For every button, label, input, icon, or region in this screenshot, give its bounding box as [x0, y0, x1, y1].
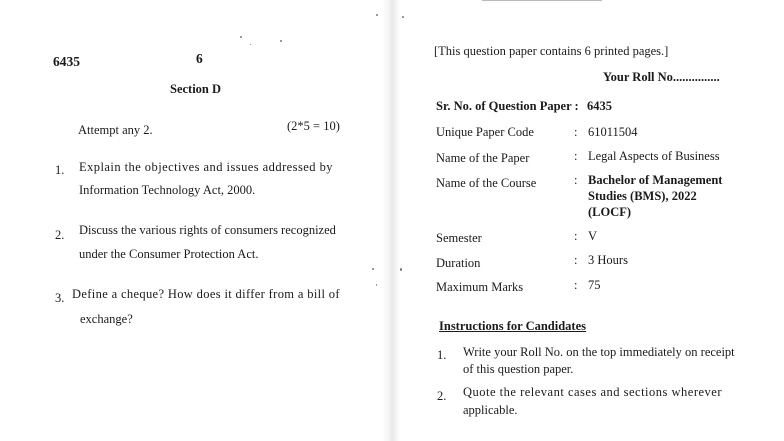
detail-value: 6435 — [587, 99, 612, 113]
attempt-instruction: Attempt any 2. — [78, 123, 153, 137]
scan-speck — [250, 44, 251, 45]
detail-label: Duration — [436, 256, 481, 270]
section-title: Section D — [170, 82, 222, 96]
instruction-text-line: applicable. — [463, 403, 518, 417]
question-text-line: Explain the objectives and issues addressed by — [79, 160, 333, 174]
scan-speck — [240, 36, 242, 38]
detail-value: Legal Aspects of Business — [588, 149, 720, 163]
question-text-line: Define a cheque? How does it differ from a bill of — [72, 287, 340, 301]
detail-label: Name of the Course — [436, 176, 537, 190]
detail-value-line: Bachelor of Management — [588, 173, 723, 187]
question-text-line: under the Consumer Protection Act. — [79, 247, 259, 261]
detail-value-line: Studies (BMS), 2022 — [588, 189, 697, 203]
scan-speck — [376, 14, 378, 16]
detail-separator: : — [574, 253, 578, 267]
detail-separator: : — [574, 149, 578, 163]
detail-value: V — [588, 229, 598, 243]
detail-value-line: (LOCF) — [588, 205, 632, 219]
instruction-text-line: Quote the relevant cases and sections wherever — [463, 385, 723, 399]
page-number: 6 — [196, 51, 203, 66]
instruction-number: 1. — [437, 348, 447, 362]
question-text-line: exchange? — [80, 312, 133, 326]
printed-pages-note: [This question paper contains 6 printed pages.] — [434, 44, 669, 58]
detail-value: 3 Hours — [588, 253, 628, 267]
scan-speck — [372, 268, 374, 270]
detail-separator: : — [574, 173, 578, 187]
detail-separator: : — [574, 125, 578, 139]
detail-label: Semester — [436, 231, 482, 245]
detail-value: 61011504 — [588, 125, 638, 139]
question-text-line: Discuss the various rights of consumers recognized — [79, 223, 336, 237]
detail-label: Maximum Marks — [436, 280, 524, 294]
detail-label: Unique Paper Code — [436, 125, 534, 139]
right-page — [392, 0, 784, 441]
scan-speck — [400, 268, 402, 271]
detail-separator: : — [574, 278, 578, 292]
detail-label: Name of the Paper — [436, 151, 530, 165]
detail-label: Sr. No. of Question Paper : — [436, 99, 579, 113]
question-number: 3. — [55, 291, 65, 305]
scan-speck — [376, 284, 377, 286]
instruction-text-line: Write your Roll No. on the top immediately on receipt — [463, 345, 735, 359]
roll-number-field: Your Roll No............... — [603, 70, 720, 84]
instruction-text-line: of this question paper. — [463, 362, 574, 376]
paper-number: 6435 — [53, 54, 80, 69]
question-number: 2. — [55, 228, 65, 242]
scan-speck — [280, 40, 282, 42]
question-text-line: Information Technology Act, 2000. — [79, 183, 256, 197]
detail-value: 75 — [588, 278, 601, 292]
scan-speck — [402, 16, 404, 18]
scan-edge-line — [482, 0, 602, 1]
instruction-number: 2. — [437, 389, 447, 403]
detail-separator: : — [574, 229, 578, 243]
question-number: 1. — [55, 163, 65, 177]
section-marks: (2*5 = 10) — [287, 119, 340, 133]
instructions-heading: Instructions for Candidates — [439, 319, 587, 333]
